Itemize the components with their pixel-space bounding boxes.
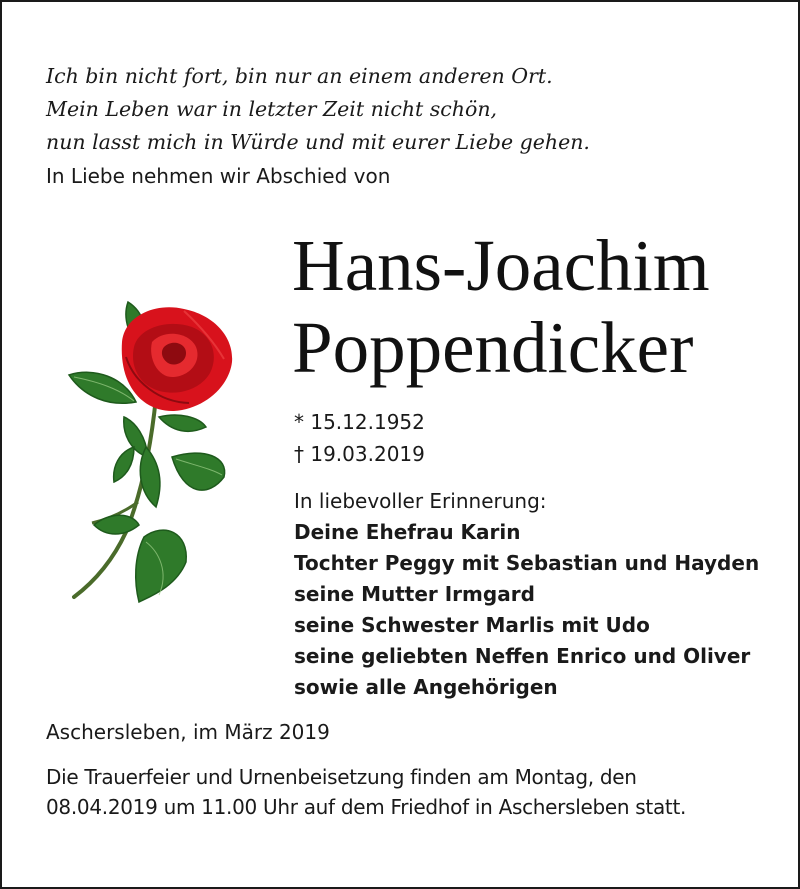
poem-line: Ich bin nicht fort, bin nur an einem anderen Ort. — [46, 64, 553, 88]
place-and-date: Aschersleben, im März 2019 — [46, 720, 330, 744]
family-list — [294, 486, 759, 703]
family-member: seine geliebten Neffen Enrico und Oliver — [294, 644, 751, 668]
family-member: sowie alle Angehörigen — [294, 675, 558, 699]
family-member: Tochter Peggy mit Sebastian und Hayden — [294, 551, 760, 575]
farewell-intro: In Liebe nehmen wir Abschied von — [46, 164, 391, 188]
birth-date: * 15.12.1952 — [294, 410, 425, 434]
deceased-last-name: Poppendicker — [292, 307, 694, 388]
death-date: † 19.03.2019 — [294, 442, 425, 466]
funeral-line: Die Trauerfeier und Urnenbeisetzung finden am Montag, den — [46, 765, 637, 789]
poem — [46, 60, 590, 159]
poem-line: Mein Leben war in letzter Zeit nicht schön, — [46, 97, 498, 121]
deceased-first-name: Hans-Joachim — [292, 225, 710, 306]
deceased-name — [292, 225, 710, 389]
funeral-notice — [46, 762, 686, 822]
funeral-line: 08.04.2019 um 11.00 Uhr auf dem Friedhof in Aschersleben statt. — [46, 795, 687, 819]
family-heading: In liebevoller Erinnerung: — [294, 489, 547, 513]
family-member: seine Mutter Irmgard — [294, 582, 535, 606]
family-member: Deine Ehefrau Karin — [294, 520, 521, 544]
life-dates — [294, 406, 425, 470]
red-rose-icon — [64, 297, 244, 612]
poem-line: nun lasst mich in Würde und mit eurer Liebe gehen. — [46, 130, 590, 154]
family-member: seine Schwester Marlis mit Udo — [294, 613, 650, 637]
